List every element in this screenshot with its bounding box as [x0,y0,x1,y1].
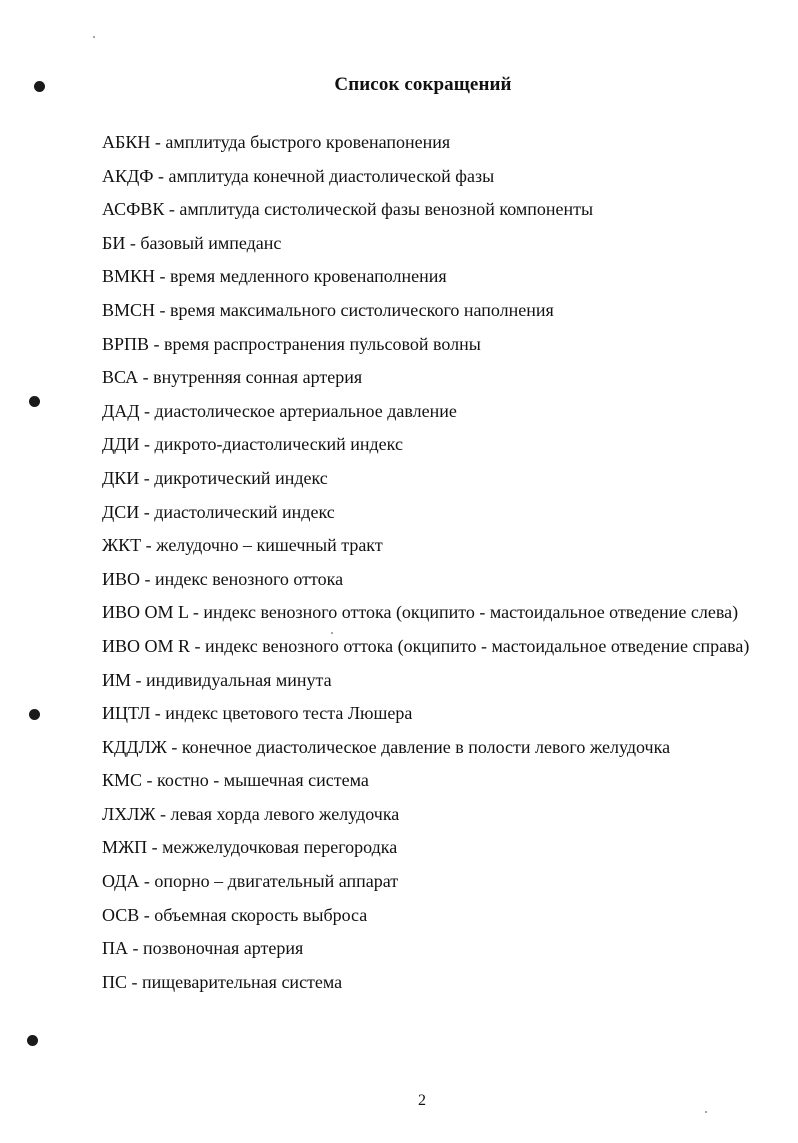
list-item: ДАД - диастолическое артериальное давление [102,400,457,421]
list-item: ВМСН - время максимального систолического наполнения [102,299,554,320]
list-item: ИВО - индекс венозного оттока [102,568,344,589]
list-item: АСФВК - амплитуда систолической фазы венозной компоненты [102,199,594,220]
list-item: ЖКТ - желудочно – кишечный тракт [102,535,383,556]
list-item: КМС - костно - мышечная система [102,770,369,791]
list-item: ДДИ - дикрото-диастолический индекс [102,434,403,455]
abbreviation-list [102,126,762,999]
page-title: Список сокращений [334,74,512,95]
list-item: БИ - базовый импеданс [102,232,282,253]
list-item: АБКН - амплитуда быстрого кровенапонения [102,132,451,152]
list-item: ИВО ОМ R - индекс венозного оттока (окципито - мастоидальное отведение справа) [102,635,750,656]
list-item: ИМ - индивидуальная минута [102,669,332,690]
page-number: 2 [418,1092,426,1109]
punch-hole-mark [29,396,40,407]
punch-hole-mark [27,1035,38,1046]
punch-hole-mark [34,81,45,92]
list-item: КДДЛЖ - конечное диастолическое давление в полости левого желудочка [102,736,671,757]
list-item: ОДА - опорно – двигательный аппарат [102,871,399,892]
list-item: ПА - позвоночная артерия [102,938,304,959]
list-item: ИВО ОМ L - индекс венозного оттока (окципито - мастоидальное отведение слева) [102,602,739,623]
scan-speck [93,36,95,38]
list-item: ВМКН - время медленного кровенаполнения [102,266,447,287]
punch-hole-mark [29,709,40,720]
list-item: ВРПВ - время распространения пульсовой волны [102,333,481,354]
list-item: ОСВ - объемная скорость выброса [102,904,368,925]
scan-speck [331,632,333,634]
list-item: ЛХЛЖ - левая хорда левого желудочка [102,803,400,824]
list-item: ДСИ - диастолический индекс [102,501,335,522]
list-item: ПС - пищеварительная система [102,971,343,992]
list-item: ИЦТЛ - индекс цветового теста Люшера [102,703,413,724]
list-item: ДКИ - дикротический индекс [102,467,328,488]
list-item: ВСА - внутренняя сонная артерия [102,367,363,388]
list-item: МЖП - межжелудочковая перегородка [102,837,398,858]
list-item: АКДФ - амплитуда конечной диастолической фазы [102,165,495,186]
scan-speck [705,1111,707,1113]
